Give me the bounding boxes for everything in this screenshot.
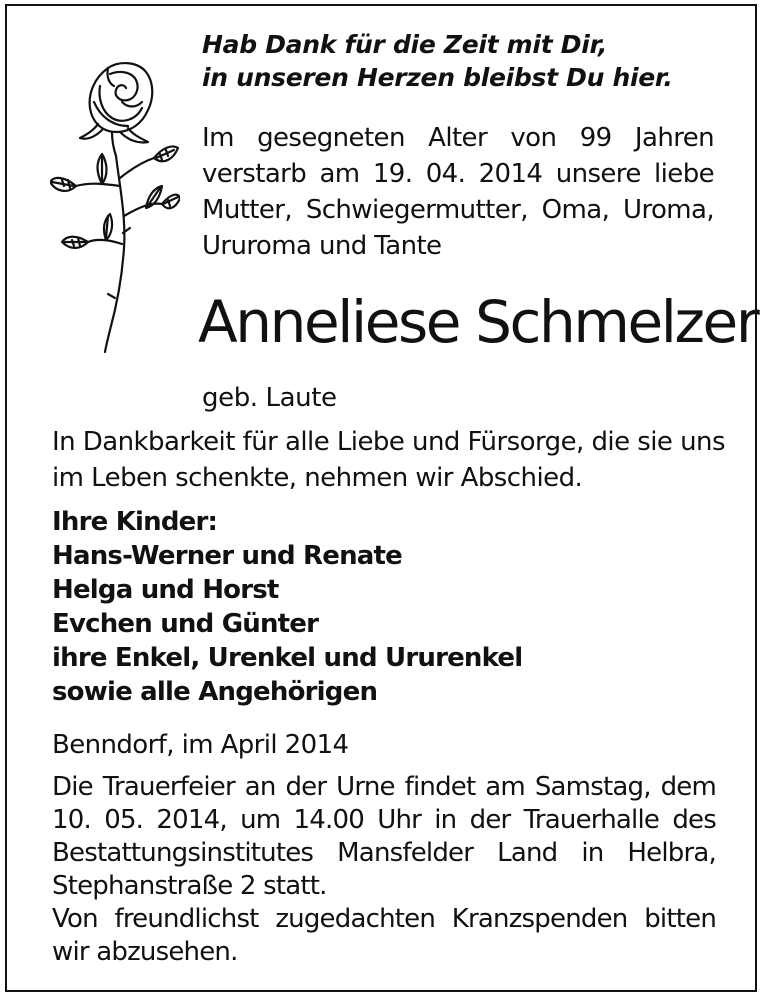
mourner-entry: Hans-Werner und Renate — [52, 541, 402, 571]
motto — [202, 28, 732, 94]
mourner-entry: Evchen und Günter — [52, 609, 319, 639]
mourners-heading: Ihre Kinder: — [52, 507, 218, 537]
intro-text: Im gesegneten Alter von 99 Jahren verstarb am 19. 04. 2014 unsere liebe Mutter, Schwiegermutter, Oma, Uroma, Ururoma und Tante — [202, 123, 714, 261]
rose-icon — [50, 58, 180, 358]
wreath-note: Von freundlichst zugedachten Kranzspenden bitten wir abzusehen. — [52, 904, 716, 967]
place-date: Benndorf, im April 2014 — [52, 730, 349, 760]
mourner-entry: sowie alle Angehörigen — [52, 677, 378, 707]
deceased-name: Anneliese Schmelzer — [198, 288, 758, 356]
motto-line-1: Hab Dank für die Zeit mit Dir, — [202, 30, 608, 59]
mourner-entry: Helga und Horst — [52, 575, 279, 605]
thanks-text: In Dankbarkeit für alle Liebe und Fürsorge, die sie uns im Leben schenkte, nehmen wir Abschied. — [52, 427, 725, 493]
mourner-entry: ihre Enkel, Urenkel und Ururenkel — [52, 643, 523, 673]
maiden-name: geb. Laute — [202, 383, 337, 413]
service-info: Die Trauerfeier an der Urne findet am Samstag, dem 10. 05. 2014, um 14.00 Uhr in der Trauerhalle des Bestattungsinstitutes Mansfelder Land in Helbra, Stephanstraße 2 statt. — [52, 772, 716, 901]
mourners-list — [52, 505, 732, 709]
motto-line-2: in unseren Herzen bleibst Du hier. — [202, 63, 673, 92]
